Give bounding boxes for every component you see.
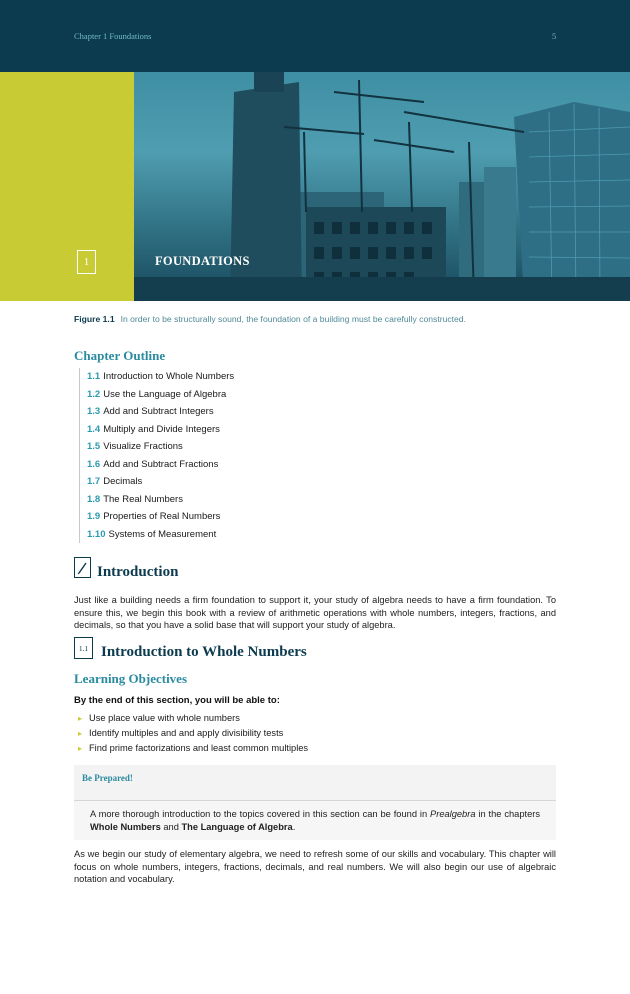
be-prepared-body [74,801,556,840]
chapter-link[interactable]: Whole Numbers [90,821,161,832]
be-prepared-heading: Be Prepared! [82,773,133,783]
outline-item[interactable]: 1.2 Use the Language of Algebra [87,388,227,400]
book-title: Prealgebra [430,809,476,819]
introduction-paragraph: Just like a building needs a firm foundation to support it, your study of algebra needs to have a firm foundation. To ensure this, we begin this book with a review of arithmetic operations with whole numbers, integers, fractions, and decimals, so that you have a solid base that will support your study of algebra. [74,595,556,630]
outline-item[interactable]: 1.3 Add and Subtract Integers [87,406,214,417]
list-item: ▸ Use place value with whole numbers [78,711,308,726]
outline-item[interactable]: 1.8 The Real Numbers [87,493,183,505]
chapter-number-box: 1 [77,250,96,274]
body-paragraph: As we begin our study of elementary algebra, we need to refresh some of our skills and vocabulary. This chapter will focus on whole numbers, integers, fractions, decimals, and real numbers. We will also begin our use of algebraic notation and vocabulary. [74,849,556,884]
figure-caption [74,314,466,324]
chapter-outline-heading: Chapter Outline [74,348,166,363]
figure-label: Figure 1.1 [74,314,115,324]
bullet-icon: ▸ [78,714,83,723]
outline-item[interactable]: 1.6 Add and Subtract Fractions [87,458,219,470]
pencil-icon [74,557,91,578]
outline-item[interactable]: 1.4 Multiply and Divide Integers [87,423,220,435]
bullet-icon: ▸ [78,729,83,738]
outline-item[interactable]: 1.9 Properties of Real Numbers [87,511,221,522]
introduction-heading: Introduction [97,564,179,580]
outline-item[interactable]: 1.5 Visualize Fractions [87,441,183,452]
bullet-icon: ▸ [78,744,83,753]
learning-objectives-intro: By the end of this section, you will be able to: [74,695,280,706]
learning-objectives-heading: Learning Objectives [74,671,188,686]
section-heading: Introduction to Whole Numbers [101,644,307,660]
section-number-box: 1.1 [74,637,93,659]
chapter-outline-list [79,368,387,543]
outline-item[interactable]: 1.7 Decimals [87,476,143,487]
be-prepared-text: A more thorough introduction to the topics covered in this section can be found in Prealgebra in the chapters Whole Numbers and The Language of Algebra. [90,809,540,832]
learning-objectives-list [78,711,308,756]
chapter-title: FOUNDATIONS [155,254,250,268]
figure-caption-text: In order to be structurally sound, the foundation of a building must be carefully constructed. [120,314,466,324]
list-item: ▸ Identify multiples and and apply divisibility tests [78,726,308,741]
be-prepared-header [74,765,556,801]
list-item: ▸ Find prime factorizations and least common multiples [78,741,308,756]
chapter-banner-accent [0,72,134,301]
outline-item[interactable]: 1.1 Introduction to Whole Numbers [87,371,235,382]
page-header [0,0,630,72]
page-number: 5 [552,31,557,41]
outline-item[interactable]: 1.10 Systems of Measurement [87,528,217,540]
running-title: Chapter 1 Foundations [74,31,152,41]
chapter-link[interactable]: The Language of Algebra [181,821,293,832]
